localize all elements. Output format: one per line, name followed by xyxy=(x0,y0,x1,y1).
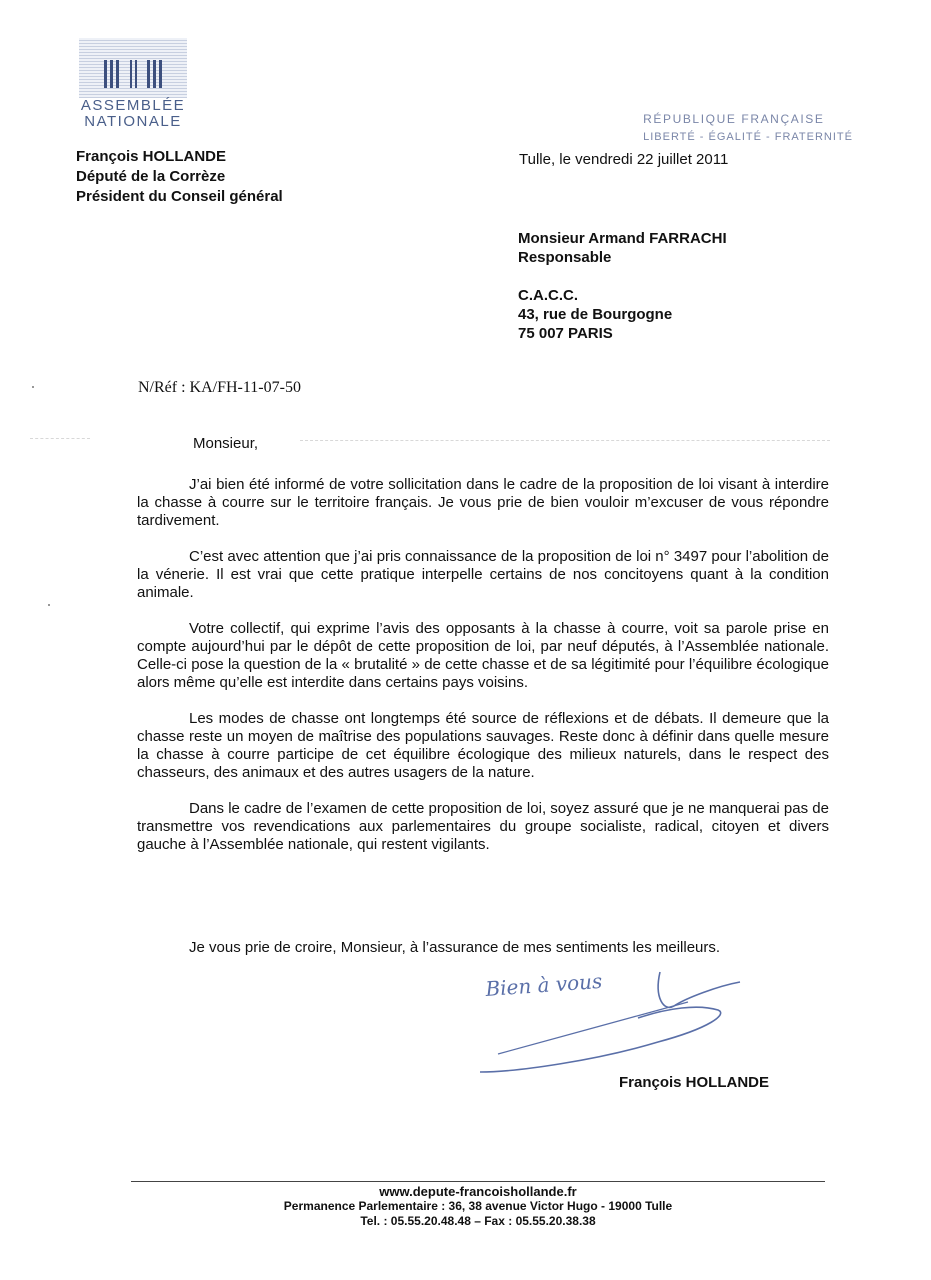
letter-date: Tulle, le vendredi 22 juillet 2011 xyxy=(519,151,729,168)
scan-artifact-dot xyxy=(32,386,34,388)
paragraph: C’est avec attention que j’ai pris connaissance de la proposition de loi n° 3497 pour l’abolition de la vénerie. Il est vrai que cette pratique interpelle certains de nos concitoyens quant à la condition animale. xyxy=(137,548,829,601)
sender-block xyxy=(76,147,283,207)
footer xyxy=(131,1184,825,1229)
recipient-block xyxy=(518,229,727,343)
republic-motto: LIBERTÉ - ÉGALITÉ - FRATERNITÉ xyxy=(643,131,853,143)
recipient-org: C.A.C.C. xyxy=(518,287,578,304)
reference-number: N/Réf : KA/FH-11-07-50 xyxy=(138,379,301,396)
sender-title-2: Président du Conseil général xyxy=(76,188,283,205)
scan-artifact-line xyxy=(300,440,830,441)
scan-artifact-dot xyxy=(48,604,50,606)
recipient-name: Monsieur Armand FARRACHI xyxy=(518,230,727,247)
logo-line-2: NATIONALE xyxy=(84,113,182,130)
footer-phone: Tel. : 05.55.20.48.48 – Fax : 05.55.20.38.38 xyxy=(360,1214,596,1228)
handwritten-signature xyxy=(478,968,768,1078)
sender-name: François HOLLANDE xyxy=(76,148,227,165)
paragraph: Dans le cadre de l’examen de cette proposition de loi, soyez assuré que je ne manquerai pas de transmettre vos revendications aux parlementaires du groupe socialiste, radical, citoyen et divers gauche à l’Assemblée nationale, qui restent vigilants. xyxy=(137,800,829,853)
recipient-street: 43, rue de Bourgogne xyxy=(518,306,673,323)
footer-address: Permanence Parlementaire : 36, 38 avenue Victor Hugo - 19000 Tulle xyxy=(283,1199,673,1213)
closing-formula: Je vous prie de croire, Monsieur, à l’assurance de mes sentiments les meilleurs. xyxy=(189,939,721,956)
footer-divider xyxy=(131,1181,825,1182)
signer-name: François HOLLANDE xyxy=(619,1074,770,1091)
paragraph: Les modes de chasse ont longtemps été source de réflexions et de débats. Il demeure que la chasse reste un moyen de maîtrise des populations sauvages. Reste donc à définir dans quelle mesure la chasse à courre participe de cet équilibre écologique des milieux naturels, dans le respect des chasseurs, des animaux et des autres usagers de la nature. xyxy=(137,710,829,781)
footer-website: www.depute-francoishollande.fr xyxy=(379,1184,577,1199)
logo-emblem xyxy=(79,38,187,98)
paragraph: J’ai bien été informé de votre sollicitation dans le cadre de la proposition de loi visant à interdire la chasse à courre sur le territoire français. Je vous prie de bien vouloir m’excuser de vous répondre tardivement. xyxy=(137,476,829,529)
recipient-role: Responsable xyxy=(518,249,612,266)
logo-line-1: ASSEMBLÉE xyxy=(80,97,186,114)
republic-line-1: RÉPUBLIQUE FRANÇAISE xyxy=(643,112,825,126)
scan-artifact-line xyxy=(30,438,90,439)
letter-body xyxy=(137,476,829,872)
salutation: Monsieur, xyxy=(193,435,259,452)
republic-stamp xyxy=(643,110,853,146)
columns-icon xyxy=(98,58,168,92)
sender-title-1: Député de la Corrèze xyxy=(76,168,226,185)
svg-text:Bien à vous: Bien à vous xyxy=(484,968,604,1001)
recipient-city: 75 007 PARIS xyxy=(518,325,613,342)
assemblee-nationale-logo xyxy=(78,38,188,130)
paragraph: Votre collectif, qui exprime l’avis des opposants à la chasse à courre, voit sa parole prise en compte aujourd’hui par le dépôt de cette proposition de loi, par neuf députés, à l’Assemblée nationale. Celle-ci pose la question de la « brutalité » de cette chasse et de sa légitimité pour l’équilibre écologique alors même qu’elle est interdite dans certains pays voisins. xyxy=(137,620,829,691)
